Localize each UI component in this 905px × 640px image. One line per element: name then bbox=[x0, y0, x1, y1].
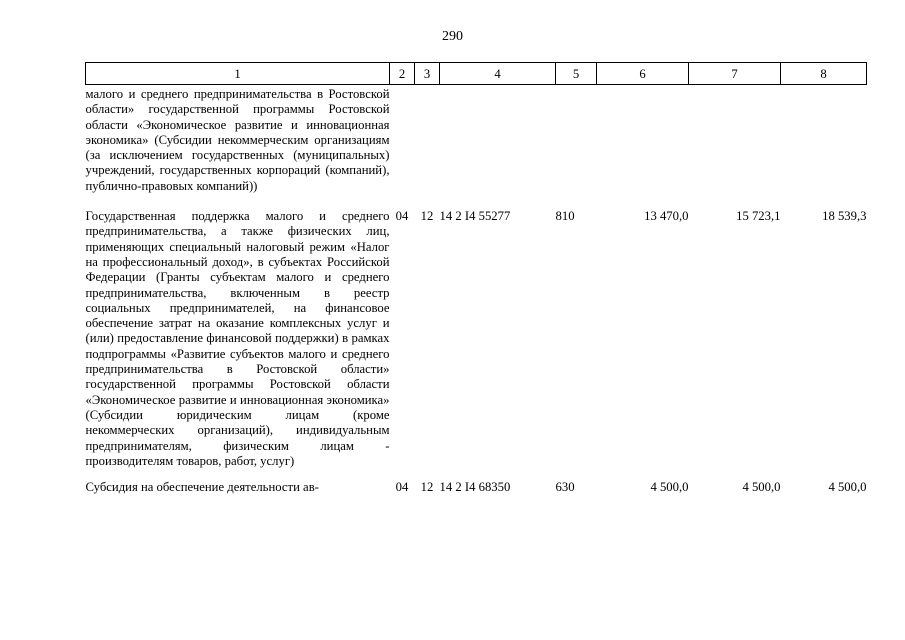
row-name-cell: Государственная поддержка малого и среднего предпринимательства, а также физических лиц, применяющих специальный налоговый режим «Налог на профессиональный доход», в субъектах Российской Федерации (Гранты субъектам малого и среднего предпринимательства, включенным в реестр социальных предпринимателей, на финансовое обеспечение затрат на оказание комплексных услуг и (или) предоставление финансовой поддержки) в рамках подпрограммы «Развитие субъектов малого и среднего предпринимательства в Ростовской области» государственной программы Ростовской области «Экономическое развитие и инновационная экономика» (Субсидии юридическим лицам (кроме некоммерческих организаций), индивидуальным предпринимателям, физическим лицам - производителям товаров, работ, услуг) bbox=[85, 209, 390, 468]
column-header-2: 2 bbox=[390, 63, 415, 85]
budget-table bbox=[85, 62, 867, 495]
expense-type-cell: 810 bbox=[555, 209, 575, 224]
amount-year-1-cell: 4 500,0 bbox=[650, 480, 689, 495]
expense-type-cell bbox=[556, 85, 597, 195]
column-header-3: 3 bbox=[415, 63, 440, 85]
target-article-cell bbox=[440, 85, 556, 195]
section-cell: 04 bbox=[395, 480, 409, 495]
subsection-cell bbox=[415, 85, 440, 195]
subsection-cell: 12 bbox=[420, 209, 434, 224]
column-header-5: 5 bbox=[556, 63, 597, 85]
amount-year-3-cell: 18 539,3 bbox=[822, 209, 867, 224]
amount-year-1-cell: 13 470,0 bbox=[644, 209, 689, 224]
expense-type-cell: 630 bbox=[555, 480, 575, 495]
column-header-1: 1 bbox=[86, 63, 390, 85]
column-header-8: 8 bbox=[781, 63, 867, 85]
section-cell: 04 bbox=[395, 209, 409, 224]
target-article-cell: 14 2 I4 68350 bbox=[439, 480, 511, 495]
column-header-6: 6 bbox=[597, 63, 689, 85]
amount-year-1-cell bbox=[597, 85, 689, 195]
column-header-4: 4 bbox=[440, 63, 556, 85]
table-row bbox=[86, 194, 867, 469]
target-article-cell: 14 2 I4 55277 bbox=[439, 209, 511, 224]
table-row bbox=[86, 85, 867, 195]
amount-year-2-cell: 15 723,1 bbox=[736, 209, 781, 224]
row-name-cell: Субсидия на обеспечение деятельности ав- bbox=[85, 480, 319, 495]
section-cell bbox=[390, 85, 415, 195]
amount-year-3-cell: 4 500,0 bbox=[828, 480, 867, 495]
header-row bbox=[86, 63, 867, 85]
column-header-7: 7 bbox=[689, 63, 781, 85]
amount-year-3-cell bbox=[781, 85, 867, 195]
amount-year-2-cell bbox=[689, 85, 781, 195]
subsection-cell: 12 bbox=[420, 480, 434, 495]
page-number: 290 bbox=[442, 29, 463, 44]
table-row bbox=[86, 469, 867, 495]
row-name-cell: малого и среднего предпринимательства в Ростовской области» государственной программы Ростовской области «Экономическое развитие и инновационная экономика» (Субсидии некоммерческим организациям (за исключением государственных (муниципальных) учреждений, государственных корпораций (компаний), публично-правовых компаний)) bbox=[85, 87, 390, 193]
amount-year-2-cell: 4 500,0 bbox=[742, 480, 781, 495]
